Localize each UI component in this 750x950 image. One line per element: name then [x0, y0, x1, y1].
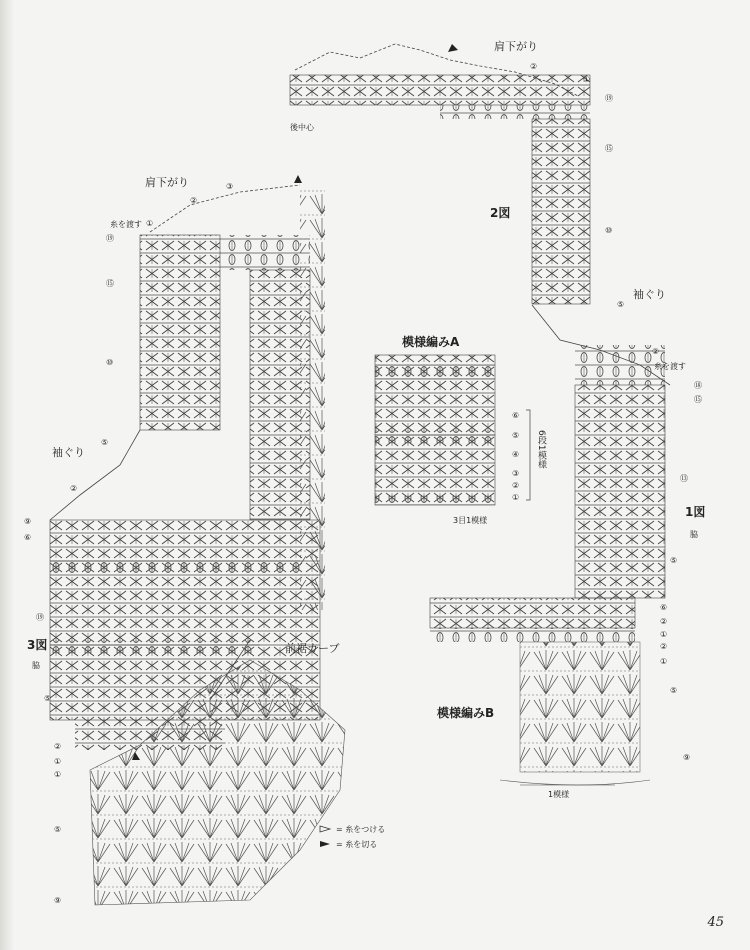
diagram3-front-curve-label: 前裾カーブ	[285, 642, 340, 655]
diagram1-side-label: 脇	[690, 530, 698, 539]
diagram2-row-mark: ⑲	[605, 94, 613, 103]
diagram3-row-mark: ⑨	[54, 896, 62, 905]
cut-yarn-icon	[320, 841, 330, 847]
diagram2-row-mark: ⑩	[605, 226, 613, 235]
diagram2-row-mark: ②	[530, 62, 538, 71]
pattern-a-rows-label: 6段1模様	[536, 430, 546, 469]
pattern-a-repeat-label: 3目1模様	[453, 516, 488, 525]
diagram1-row-mark: ⑤	[670, 686, 678, 695]
diagram3-title: 3図	[27, 638, 48, 652]
diagram1-row-mark: ①	[660, 657, 668, 666]
diagram1-title: 1図	[685, 505, 706, 519]
diagram3-armhole-label: 袖ぐり	[52, 446, 85, 459]
diagram3-row-mark: ⑲	[106, 234, 114, 243]
pattern-a-row-mark: ③	[512, 469, 520, 478]
pattern-a-row-mark: ②	[512, 481, 520, 490]
pattern-a-row-mark: ④	[512, 450, 520, 459]
diagram2-row-mark: ⑱	[694, 381, 702, 390]
diagram1-row-mark: ⑨	[683, 753, 691, 762]
pattern-b-repeat-label: 1模様	[548, 790, 570, 799]
diagram3-row-mark: ①	[146, 219, 154, 228]
diagram3-row-mark: ③	[226, 182, 234, 191]
diagram2-row-mark: ②	[652, 347, 660, 356]
diagram2-row-mark: ⑤	[617, 300, 625, 309]
diagram1-row-mark: ②	[660, 617, 668, 626]
legend-attach-text: = 糸をつける	[336, 825, 386, 834]
diagram3-row-mark: ⑤	[54, 825, 62, 834]
attach-yarn-icon	[320, 826, 330, 832]
page-number: 45	[707, 915, 724, 930]
pattern-a-title: 模様編みA	[402, 335, 460, 349]
diagram1-row-mark: ①	[660, 630, 668, 639]
diagram3-row-mark: ⑮	[106, 279, 114, 288]
diagram3-row-mark: ⑩	[106, 358, 114, 367]
pattern-a-chart	[375, 355, 530, 505]
diagram1-row-mark: ⑤	[670, 556, 678, 565]
diagram3-attach-yarn-label: 糸を渡す	[110, 220, 142, 229]
diagram2-row-mark: ⑮	[605, 144, 613, 153]
pattern-a-row-mark: ⑥	[512, 411, 520, 420]
diagram3-row-mark: ⑤	[101, 438, 109, 447]
diagram3-row-mark: ⑥	[24, 533, 32, 542]
diagram3-chart	[50, 185, 345, 905]
pattern-a-row-mark: ①	[512, 493, 520, 502]
diagram1-row-mark: ②	[660, 642, 668, 651]
diagram3-row-mark: ⑨	[24, 517, 32, 526]
diagram1-row-mark: ⑬	[680, 474, 688, 483]
diagram2-title: 2図	[490, 206, 511, 220]
diagram3-row-mark: ①	[54, 770, 62, 779]
diagram2-row-mark: ①	[583, 75, 591, 84]
diagram3-shoulder-label: 肩下がり	[145, 176, 189, 189]
diagram2-shoulder-label: 肩下がり	[494, 40, 538, 53]
diagram2-attach-yarn-label: 糸を渡す	[654, 362, 686, 371]
legend-cut-text: = 糸を切る	[336, 840, 378, 849]
diagram2-back-center-label: 後中心	[290, 123, 314, 132]
diagram3-row-mark: ①	[54, 757, 62, 766]
pattern-a-row-mark: ⑤	[512, 431, 520, 440]
diagram2-row-mark: ⑮	[694, 395, 702, 404]
diagram3-side-label: 脇	[32, 661, 40, 670]
diagram1-row-mark: ⑥	[660, 603, 668, 612]
pattern-b-title: 模様編みB	[437, 706, 495, 720]
diagram3-row-mark: ⑤	[44, 694, 52, 703]
diagram3-row-mark: ⑲	[36, 613, 44, 622]
diagram3-row-mark: ②	[54, 742, 62, 751]
diagram2-armhole-label: 袖ぐり	[633, 288, 666, 301]
diagram3-row-mark: ②	[70, 484, 78, 493]
diagram3-row-mark: ②	[190, 196, 198, 205]
